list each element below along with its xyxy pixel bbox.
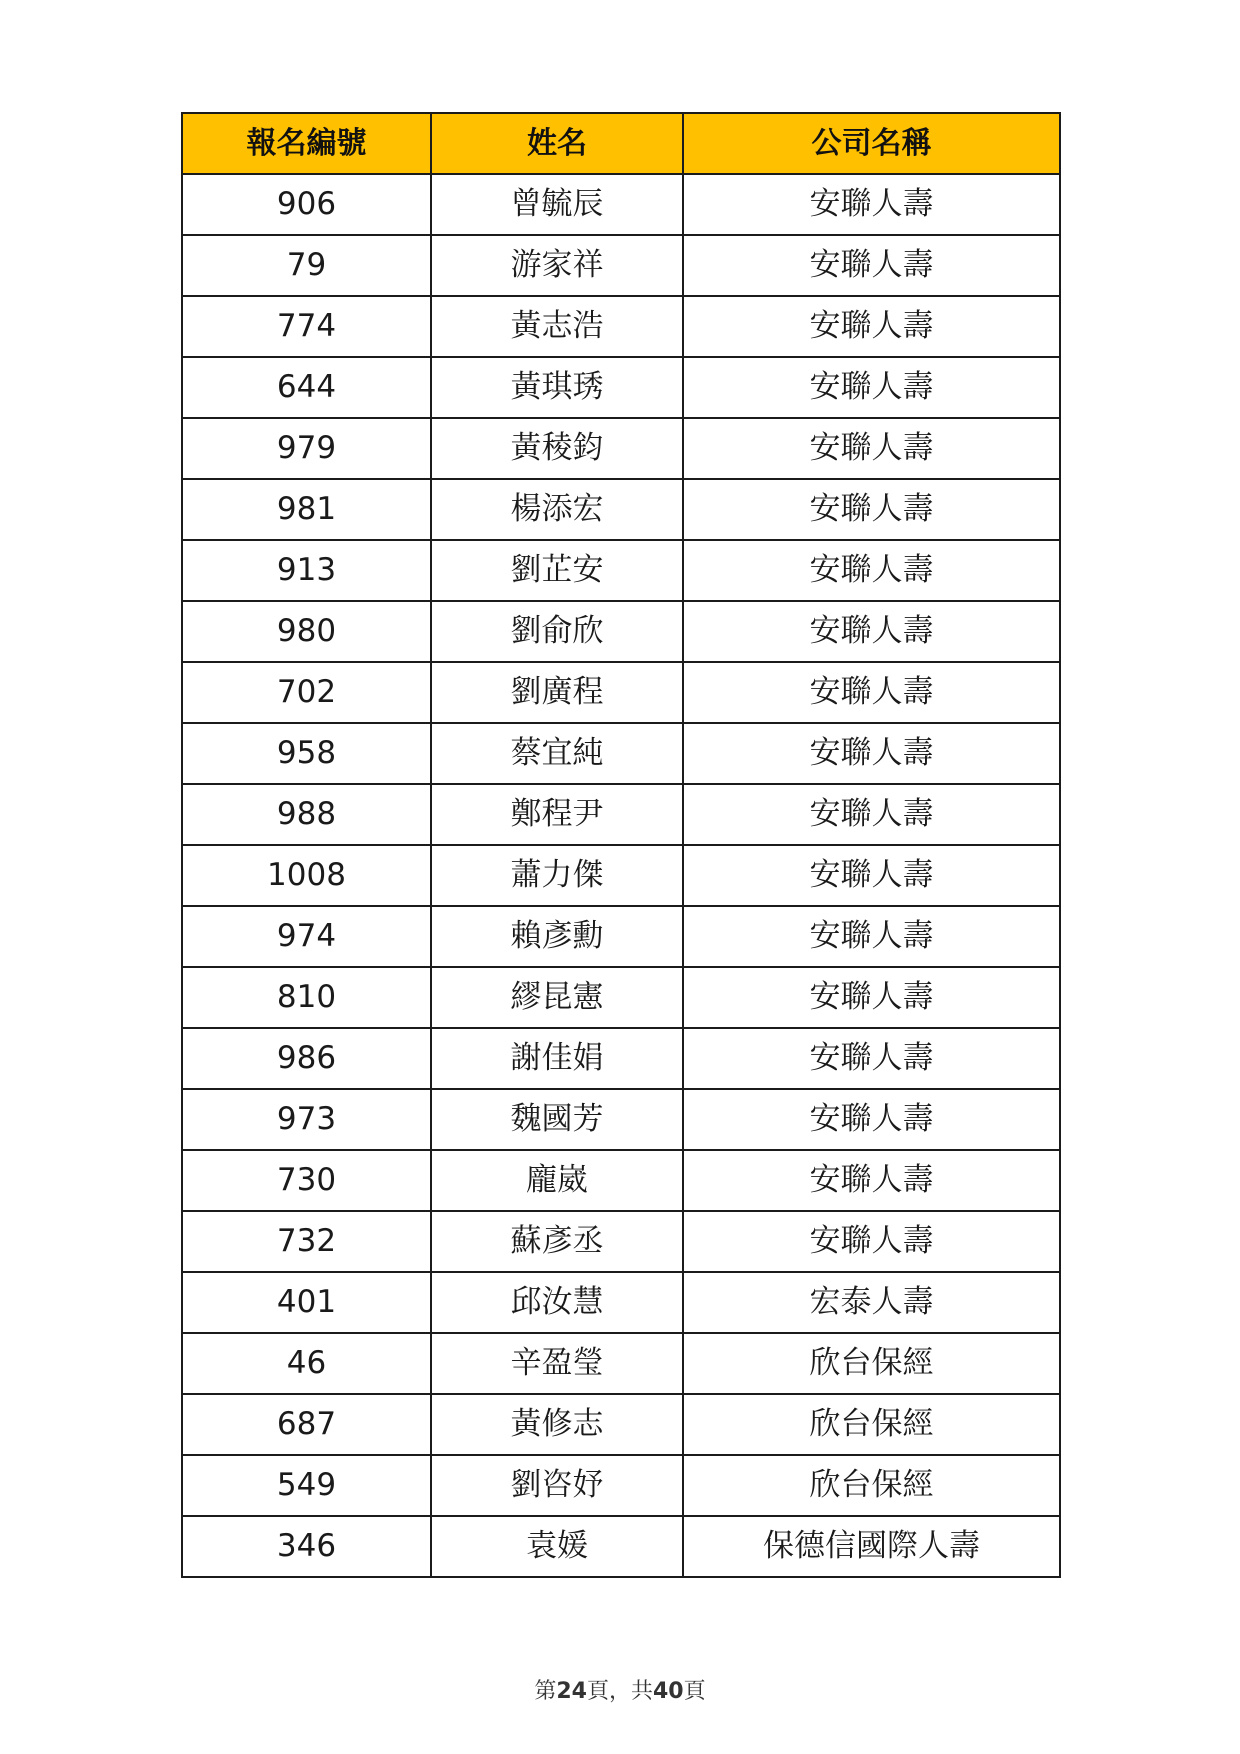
cell-registration-number: 774	[182, 296, 431, 357]
table-body	[182, 174, 1060, 1577]
cell-company: 欣台保經	[683, 1333, 1060, 1394]
table-row	[182, 1089, 1060, 1150]
cell-company: 安聯人壽	[683, 662, 1060, 723]
table-row	[182, 845, 1060, 906]
cell-registration-number: 906	[182, 174, 431, 235]
cell-company: 安聯人壽	[683, 357, 1060, 418]
footer-middle: 頁，共	[586, 1679, 653, 1704]
cell-company: 宏泰人壽	[683, 1272, 1060, 1333]
cell-name: 黃琪琇	[431, 357, 683, 418]
cell-company: 安聯人壽	[683, 784, 1060, 845]
cell-name: 邱汝慧	[431, 1272, 683, 1333]
cell-registration-number: 549	[182, 1455, 431, 1516]
cell-company: 安聯人壽	[683, 1089, 1060, 1150]
cell-company: 保德信國際人壽	[683, 1516, 1060, 1577]
table-row	[182, 906, 1060, 967]
cell-registration-number: 1008	[182, 845, 431, 906]
cell-registration-number: 980	[182, 601, 431, 662]
cell-name: 劉俞欣	[431, 601, 683, 662]
table-row	[182, 479, 1060, 540]
cell-registration-number: 988	[182, 784, 431, 845]
cell-name: 黃稜鈞	[431, 418, 683, 479]
cell-registration-number: 732	[182, 1211, 431, 1272]
table-row	[182, 418, 1060, 479]
cell-name: 辛盈瑩	[431, 1333, 683, 1394]
registration-table	[181, 112, 1061, 1578]
table-row	[182, 1516, 1060, 1577]
cell-name: 曾毓辰	[431, 174, 683, 235]
cell-company: 安聯人壽	[683, 1028, 1060, 1089]
cell-company: 安聯人壽	[683, 1211, 1060, 1272]
cell-registration-number: 810	[182, 967, 431, 1028]
cell-name: 賴彥勳	[431, 906, 683, 967]
cell-name: 劉廣程	[431, 662, 683, 723]
cell-registration-number: 958	[182, 723, 431, 784]
header-registration-number: 報名編號	[182, 113, 431, 174]
cell-name: 鄭程尹	[431, 784, 683, 845]
cell-name: 黃修志	[431, 1394, 683, 1455]
cell-company: 安聯人壽	[683, 601, 1060, 662]
cell-name: 楊添宏	[431, 479, 683, 540]
cell-company: 安聯人壽	[683, 235, 1060, 296]
table-row	[182, 1211, 1060, 1272]
cell-registration-number: 973	[182, 1089, 431, 1150]
table-row	[182, 1394, 1060, 1455]
footer-suffix: 頁	[683, 1679, 706, 1704]
cell-name: 游家祥	[431, 235, 683, 296]
table-row	[182, 601, 1060, 662]
cell-company: 安聯人壽	[683, 1150, 1060, 1211]
cell-company: 安聯人壽	[683, 418, 1060, 479]
cell-name: 劉芷安	[431, 540, 683, 601]
table-row	[182, 967, 1060, 1028]
cell-company: 安聯人壽	[683, 967, 1060, 1028]
table-row	[182, 1455, 1060, 1516]
cell-name: 袁媛	[431, 1516, 683, 1577]
cell-name: 蘇彥丞	[431, 1211, 683, 1272]
cell-registration-number: 913	[182, 540, 431, 601]
table-row	[182, 174, 1060, 235]
cell-registration-number: 979	[182, 418, 431, 479]
cell-company: 安聯人壽	[683, 540, 1060, 601]
page-footer	[0, 1674, 1240, 1705]
cell-registration-number: 730	[182, 1150, 431, 1211]
cell-company: 欣台保經	[683, 1455, 1060, 1516]
cell-company: 安聯人壽	[683, 296, 1060, 357]
table-row	[182, 540, 1060, 601]
cell-name: 繆昆憲	[431, 967, 683, 1028]
table-row	[182, 357, 1060, 418]
footer-prefix: 第	[534, 1679, 557, 1704]
table-row	[182, 1028, 1060, 1089]
table-row	[182, 662, 1060, 723]
cell-name: 龐崴	[431, 1150, 683, 1211]
table-row	[182, 296, 1060, 357]
cell-name: 蕭力傑	[431, 845, 683, 906]
cell-registration-number: 401	[182, 1272, 431, 1333]
header-name: 姓名	[431, 113, 683, 174]
cell-registration-number: 79	[182, 235, 431, 296]
header-company-name: 公司名稱	[683, 113, 1060, 174]
table-row	[182, 1272, 1060, 1333]
cell-registration-number: 687	[182, 1394, 431, 1455]
cell-registration-number: 644	[182, 357, 431, 418]
cell-company: 安聯人壽	[683, 845, 1060, 906]
cell-company: 欣台保經	[683, 1394, 1060, 1455]
table-row	[182, 784, 1060, 845]
table-row	[182, 723, 1060, 784]
cell-name: 黃志浩	[431, 296, 683, 357]
current-page-number: 24	[556, 1679, 587, 1704]
cell-name: 謝佳娟	[431, 1028, 683, 1089]
table-row	[182, 235, 1060, 296]
table-header	[182, 113, 1060, 174]
cell-company: 安聯人壽	[683, 479, 1060, 540]
cell-registration-number: 981	[182, 479, 431, 540]
cell-name: 魏國芳	[431, 1089, 683, 1150]
cell-registration-number: 986	[182, 1028, 431, 1089]
table-row	[182, 1333, 1060, 1394]
cell-company: 安聯人壽	[683, 906, 1060, 967]
cell-registration-number: 346	[182, 1516, 431, 1577]
cell-company: 安聯人壽	[683, 723, 1060, 784]
cell-name: 蔡宜純	[431, 723, 683, 784]
total-pages-number: 40	[653, 1679, 684, 1704]
table-row	[182, 1150, 1060, 1211]
cell-registration-number: 46	[182, 1333, 431, 1394]
cell-company: 安聯人壽	[683, 174, 1060, 235]
cell-registration-number: 702	[182, 662, 431, 723]
header-row	[182, 113, 1060, 174]
cell-name: 劉咨妤	[431, 1455, 683, 1516]
cell-registration-number: 974	[182, 906, 431, 967]
